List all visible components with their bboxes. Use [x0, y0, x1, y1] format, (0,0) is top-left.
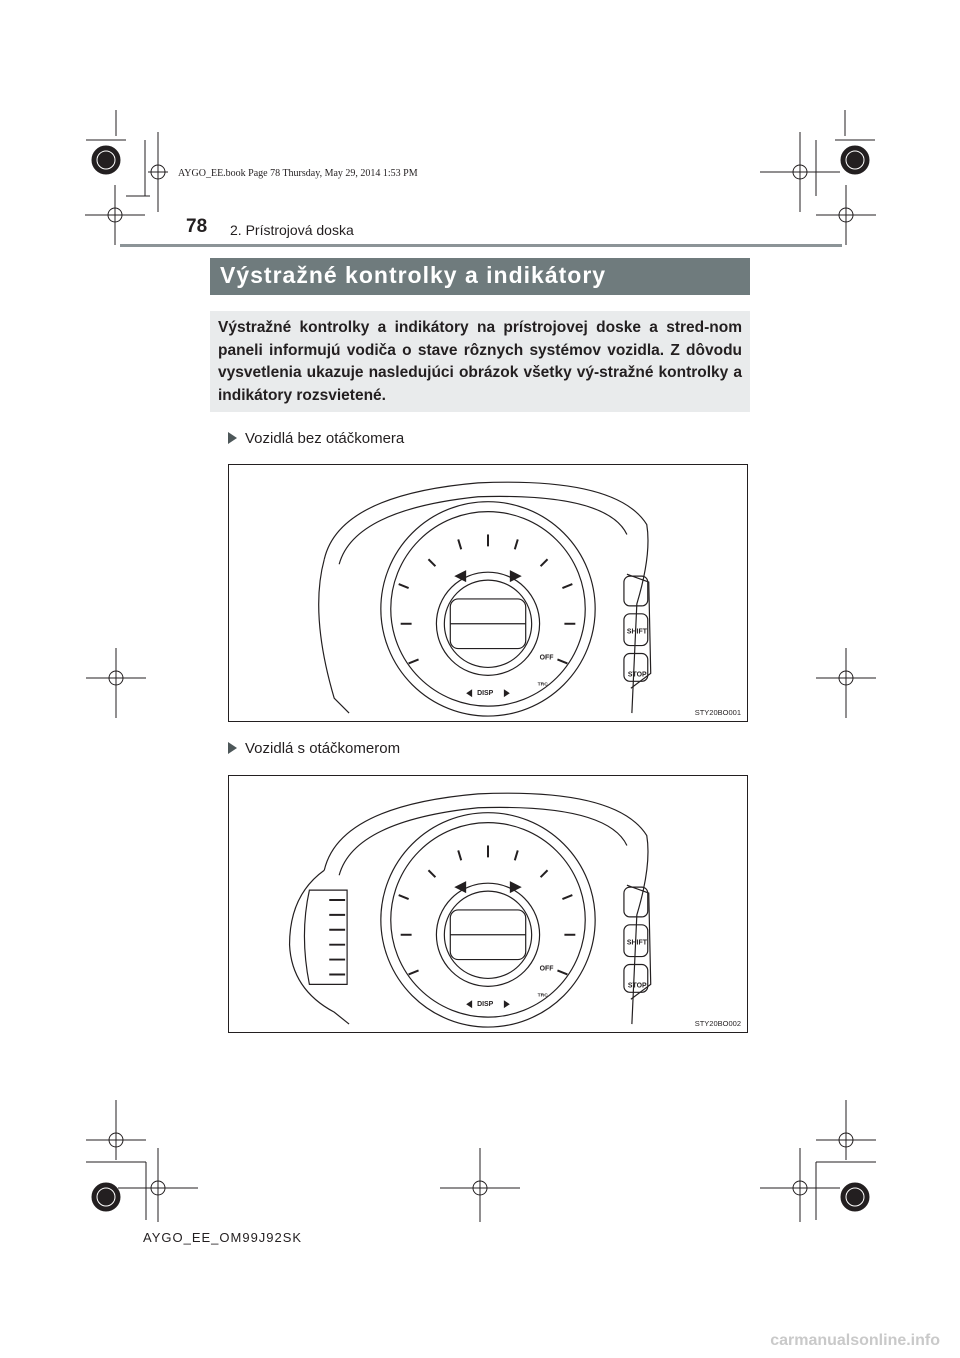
- section-title: Výstražné kontrolky a indikátory: [220, 262, 607, 288]
- shift-label: SHIFT: [626, 939, 647, 947]
- triangle-bullet-icon: [228, 742, 237, 754]
- chapter-title: 2. Prístrojová doska: [230, 222, 354, 238]
- page-number: 78: [186, 216, 208, 237]
- triangle-bullet-icon: [228, 432, 237, 444]
- stop-label: STOP: [627, 671, 647, 679]
- trc-label: TRC: [537, 993, 548, 999]
- footer-code: AYGO_EE_OM99J92SK: [143, 1230, 303, 1245]
- figure-2-code: STY20BO002: [694, 1019, 741, 1028]
- stop-label: STOP: [627, 982, 647, 990]
- figure-2-caption-text: Vozidlá s otáčkomerom: [245, 740, 401, 757]
- book-header: AYGO_EE.book Page 78 Thursday, May 29, 2014 1:53 PM: [178, 168, 418, 179]
- disp-label: DISP: [477, 1001, 494, 1009]
- intro-box: [210, 311, 750, 412]
- header-rule: [120, 244, 842, 247]
- disp-label: DISP: [477, 690, 494, 698]
- figure-1-caption-text: Vozidlá bez otáčkomera: [245, 430, 405, 447]
- figure-1: [228, 464, 748, 722]
- figure-1-caption: [228, 430, 404, 447]
- figure-1-code: STY20BO001: [694, 708, 741, 717]
- off-label: OFF: [539, 654, 554, 662]
- figure-2-caption: [228, 740, 400, 757]
- section-title-bar: [210, 258, 750, 295]
- figure-2: [228, 775, 748, 1033]
- off-label: OFF: [539, 965, 554, 973]
- intro-text: Výstražné kontrolky a indikátory na prístrojovej doske a stred-nom paneli informujú vodiča o stave rôznych systémov vozidla. Z dôvodu vysvetlenia ukazuje nasledujúci obrázok všetky vý-stražné kontrolky a indikátory rozsvietené.: [218, 319, 742, 404]
- trc-label: TRC: [537, 682, 548, 688]
- watermark: carmanualsonline.info: [770, 1332, 940, 1349]
- shift-label: SHIFT: [626, 628, 647, 636]
- instrument-cluster-tachometer-illustration: [229, 776, 747, 1032]
- instrument-cluster-illustration: [229, 465, 747, 721]
